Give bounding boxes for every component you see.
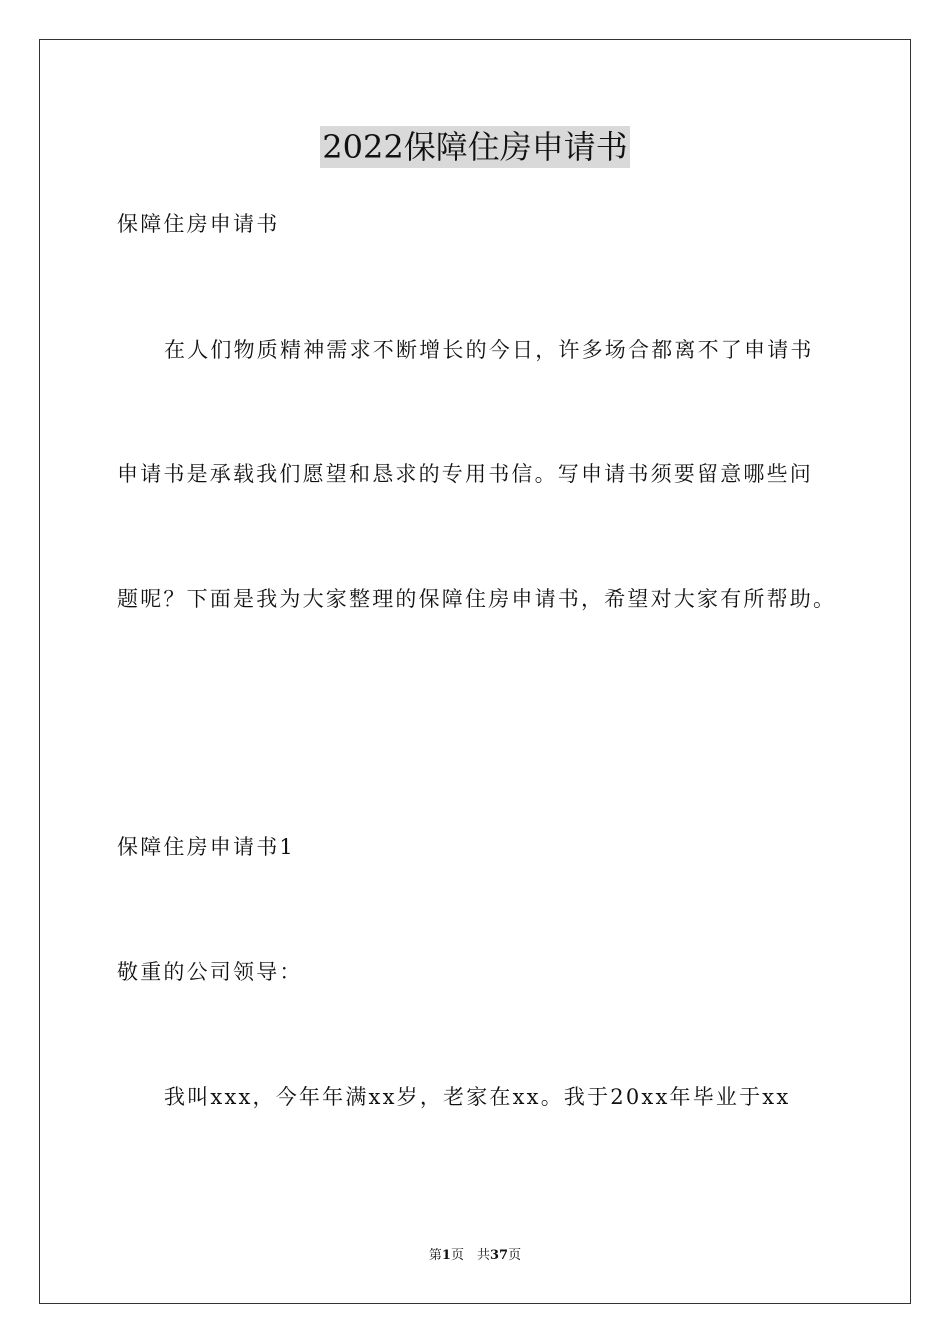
footer-total-pages: 37 <box>489 1248 509 1263</box>
footer-current-page: 1 <box>441 1248 451 1263</box>
paragraph-line: 在人们物质精神需求不断增长的今日，许多场合都离不了申请书 <box>164 338 814 362</box>
paragraph-line: 申请书是承载我们愿望和恳求的专用书信。写申请书须要留意哪些问 <box>117 462 813 486</box>
footer-middle: 页 共 <box>450 1248 490 1263</box>
footer-prefix: 第 <box>428 1248 442 1263</box>
letter-heading: 保障住房申请书1 <box>117 835 295 859</box>
title-container <box>0 126 950 168</box>
paragraph-line: 题呢？下面是我为大家整理的保障住房申请书，希望对大家有所帮助。 <box>117 587 837 611</box>
footer-suffix: 页 <box>508 1248 522 1263</box>
page-footer <box>0 1247 950 1265</box>
section-heading: 保障住房申请书 <box>117 212 280 236</box>
document-title: 2022保障住房申请书 <box>322 128 628 166</box>
salutation: 敬重的公司领导： <box>117 960 303 984</box>
paragraph-line: 我叫xxx，今年年满xx岁，老家在xx。我于20xx年毕业于xx <box>164 1085 791 1109</box>
